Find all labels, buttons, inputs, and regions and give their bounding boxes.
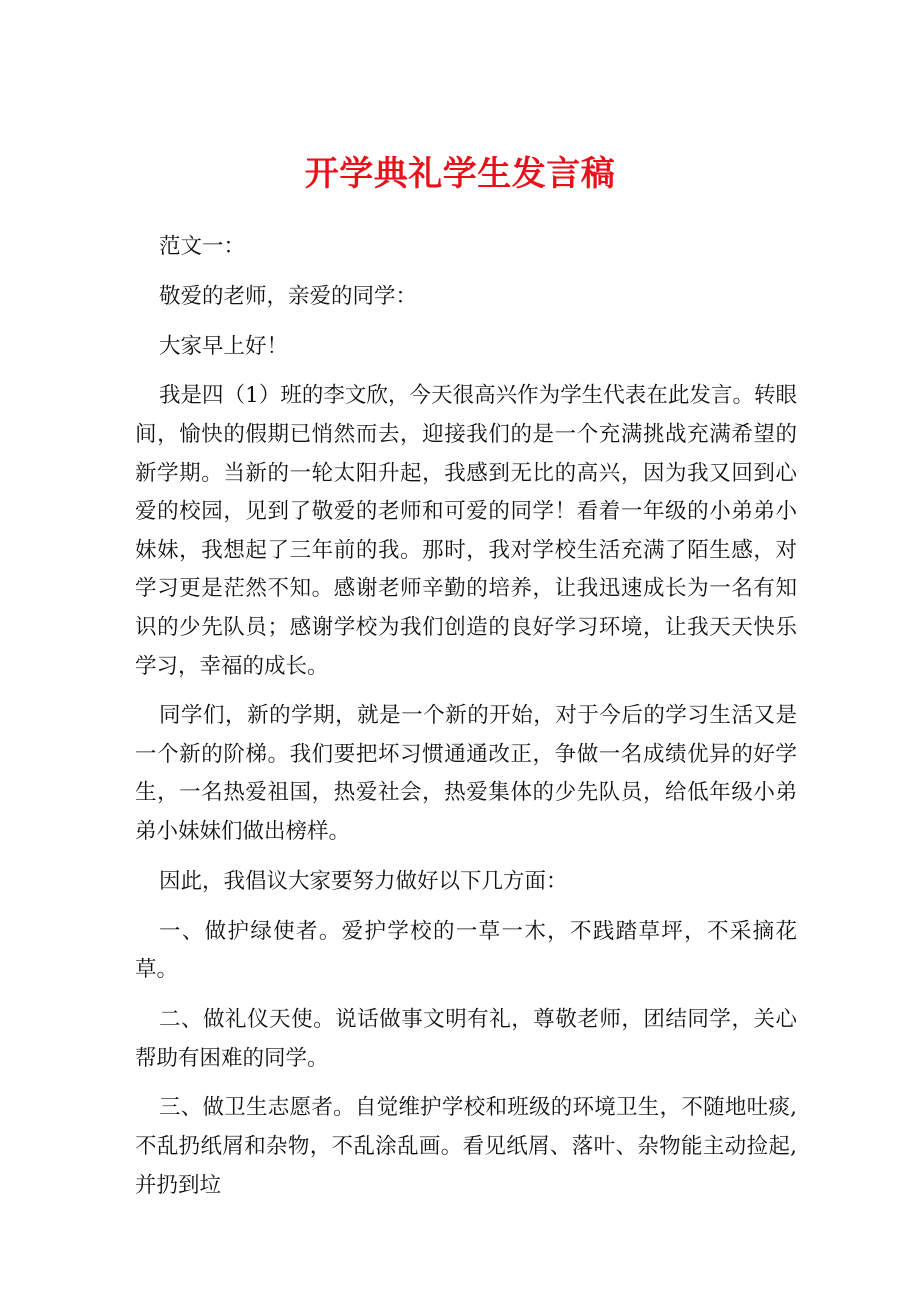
paragraph-point-three: 三、做卫生志愿者。自觉维护学校和班级的环境卫生，不随地吐痰,不乱扔纸屑和杂物，不乱涂乱画。看见纸屑、落叶、杂物能主动捡起,并扔到垃 (135, 1095, 797, 1198)
paragraph-point-two: 二、做礼仪天使。说话做事文明有礼，尊敬老师，团结同学，关心帮助有困难的同学。 (135, 1007, 797, 1071)
document-body (135, 228, 797, 1216)
paragraph-salutation-label: 范文一： (159, 234, 246, 259)
paragraph-point-one: 一、做护绿使者。爱护学校的一草一木，不践踏草坪，不采摘花草。 (135, 918, 797, 983)
paragraph-introduction: 我是四（1）班的李文欣，今天很高兴作为学生代表在此发言。转眼间，愉快的假期已悄然而去，迎接我们的是一个充满挑战充满希望的新学期。当新的一轮太阳升起，我感到无比的高兴，因为我又回到心爱的校园，见到了敬爱的老师和可爱的同学！看着一年级的小弟弟小妹妹，我想起了三年前的我。那时，我对学校生活充满了陌生感，对学习更是茫然不知。感谢老师辛勤的培养，让我迅速成长为一名有知识的少先队员；感谢学校为我们创造的良好学习环境，让我天天快乐学习，幸福的成长。 (135, 383, 797, 679)
document-title: 开学典礼学生发言稿 (304, 153, 616, 194)
paragraph-good-morning: 大家早上好！ (159, 333, 289, 359)
paragraph-new-semester: 同学们，新的学期，就是一个新的开始，对于今后的学习生活又是一个新的阶梯。我们要把坏习惯通通改正，争做一名成绩优异的好学生，一名热爱祖国，热爱社会，热爱集体的少先队员，给低年级小弟弟小妹妹们做出榜样。 (135, 703, 797, 845)
paragraph-greeting: 敬爱的老师，亲爱的同学： (159, 283, 418, 309)
paragraph-proposal-intro: 因此，我倡议大家要努力做好以下几方面： (159, 868, 568, 894)
